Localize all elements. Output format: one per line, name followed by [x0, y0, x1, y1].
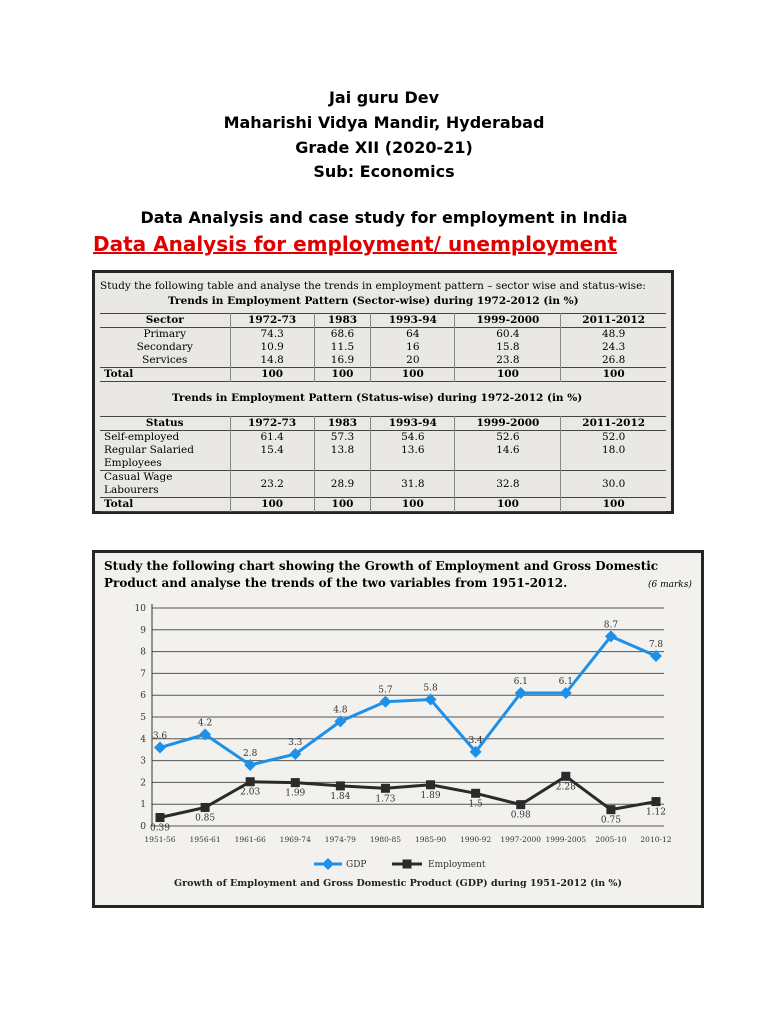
table-row: [100, 457, 666, 471]
y-tick-label: 9: [140, 625, 146, 636]
table-cell: 15.4: [230, 444, 314, 457]
legend-label-employment: Employment: [428, 860, 486, 870]
table-header-cell: 2011-2012: [561, 417, 666, 431]
legend-marker-gdp: [322, 858, 334, 870]
data-label: 3.4: [468, 735, 483, 746]
table-cell: 15.8: [455, 341, 561, 354]
data-label: 5.8: [423, 683, 438, 694]
table-cell: 14.6: [455, 444, 561, 457]
data-label: 2.03: [240, 787, 261, 798]
data-label: 0.39: [149, 823, 171, 834]
table-cell: 100: [455, 498, 561, 512]
table-cell: [314, 457, 370, 471]
table-header-cell: Status: [145, 417, 184, 429]
data-point-employment: [336, 781, 345, 790]
table-cell: 100: [561, 368, 666, 382]
y-tick-label: 7: [140, 669, 146, 680]
table1-caption: Trends in Employment Pattern (Sector-wise) during 1972-2012 (in %): [168, 295, 579, 307]
table-cell: 64: [371, 328, 455, 342]
x-tick-label: 2010-12: [640, 835, 672, 844]
data-label: 2.8: [243, 748, 258, 759]
status-table: [100, 416, 666, 512]
table-cell: 10.9: [230, 341, 314, 354]
section-heading: Data Analysis for employment/ unemployment: [93, 232, 617, 256]
table-cell: 30.0: [561, 471, 666, 498]
table-cell: 13.6: [371, 444, 455, 457]
legend-label-gdp: GDP: [346, 860, 367, 870]
data-point-employment: [201, 803, 210, 812]
data-label: 1.89: [420, 790, 441, 801]
table-cell: 52.0: [561, 431, 666, 445]
table-cell: 57.3: [314, 431, 370, 445]
x-tick-label: 1956-61: [189, 835, 221, 844]
data-label: 0.98: [510, 810, 531, 821]
table-row: [100, 354, 666, 368]
table-header-cell: 2011-2012: [561, 314, 666, 328]
data-label: 1.5: [468, 799, 483, 810]
table-cell: 100: [314, 368, 370, 382]
x-tick-label: 1985-90: [414, 835, 447, 844]
x-tick-label: 1999-2005: [545, 835, 587, 844]
table-cell: Employees: [104, 457, 162, 469]
data-point-employment: [606, 805, 615, 814]
table-header-cell: 1972-73: [230, 314, 314, 328]
x-tick-label: 1990-92: [460, 835, 492, 844]
growth-chart-scan: [92, 550, 704, 908]
employment-tables-scan: [92, 270, 674, 514]
table-cell: Primary: [143, 328, 187, 340]
table-cell: Total: [104, 498, 134, 510]
y-tick-label: 3: [140, 756, 146, 767]
table-row: [100, 328, 666, 342]
grade-line: Grade XII (2020-21): [295, 138, 473, 157]
data-point-employment: [561, 772, 570, 781]
school-name: Maharishi Vidya Mandir, Hyderabad: [223, 113, 545, 132]
table-header-cell: 1983: [314, 314, 370, 328]
table-instructions: Study the following table and analyse the trends in employment pattern – sector wise and status-wise:: [100, 280, 646, 292]
y-tick-label: 5: [140, 713, 146, 723]
table-cell: 23.2: [230, 471, 314, 498]
chart-instructions: Study the following chart showing the Growth of Employment and Gross Domestic Product and analyse the trends of the two variables from 1951-2012.: [104, 559, 659, 590]
data-label: 8.7: [603, 620, 619, 631]
table-cell: 18.0: [561, 444, 666, 457]
table-cell: 16: [371, 341, 455, 354]
table-row: [100, 341, 666, 354]
table-total-row: [100, 368, 666, 382]
table-cell: Casual Wage Labourers: [104, 471, 173, 496]
data-label: 4.8: [333, 705, 348, 716]
data-point-employment: [652, 797, 661, 806]
data-point-gdp: [154, 742, 166, 754]
table-header-cell: 1999-2000: [455, 314, 561, 328]
table-cell: Services: [142, 354, 188, 366]
table-cell: Self-employed: [104, 431, 180, 443]
y-tick-label: 1: [140, 800, 146, 811]
table-header-row: [100, 417, 666, 431]
marks-note: (6 marks): [648, 580, 692, 590]
table-cell: 13.8: [314, 444, 370, 457]
data-point-employment: [381, 784, 390, 793]
table-cell: 24.3: [561, 341, 666, 354]
table-cell: 100: [561, 498, 666, 512]
series-line-gdp: [160, 636, 656, 765]
table-row: [100, 471, 666, 498]
table-cell: 16.9: [314, 354, 370, 368]
data-label: 6.1: [513, 677, 528, 688]
table-cell: 54.6: [371, 431, 455, 445]
y-tick-label: 4: [140, 734, 146, 745]
data-point-employment: [426, 780, 435, 789]
data-label: 6.1: [558, 677, 573, 688]
table-cell: 11.5: [314, 341, 370, 354]
data-label: 1.84: [330, 791, 351, 802]
table-cell: 32.8: [455, 471, 561, 498]
data-label: 1.12: [645, 807, 667, 818]
x-tick-label: 1951-56: [144, 835, 176, 844]
table-header-cell: 1972-73: [230, 417, 314, 431]
y-tick-label: 0: [140, 822, 146, 832]
data-label: 0.85: [195, 813, 216, 824]
table-header-cell: 1993-94: [371, 417, 455, 431]
data-point-employment: [246, 777, 255, 786]
sector-table: [100, 313, 666, 382]
table-header-row: [100, 314, 666, 328]
table-row: [100, 444, 666, 457]
table-cell: 61.4: [230, 431, 314, 445]
table-cell: 23.8: [455, 354, 561, 368]
x-tick-label: 1997-2000: [500, 835, 542, 844]
x-tick-label: 1969-74: [279, 835, 311, 844]
data-label: 5.7: [378, 685, 393, 696]
line-chart: [92, 550, 704, 908]
table-cell: [561, 457, 666, 471]
table-cell: 52.6: [455, 431, 561, 445]
table-header-cell: 1993-94: [371, 314, 455, 328]
table-cell: 20: [371, 354, 455, 368]
table-cell: Regular Salaried: [104, 444, 194, 456]
table-cell: Secondary: [136, 341, 193, 353]
table-header-cell: Sector: [145, 314, 184, 326]
table-cell: [455, 457, 561, 471]
table-cell: 100: [371, 498, 455, 512]
table-cell: [230, 457, 314, 471]
table2-caption: Trends in Employment Pattern (Status-wise) during 1972-2012 (in %): [172, 392, 583, 404]
data-point-employment: [291, 778, 300, 787]
x-tick-label: 1974-79: [324, 835, 356, 844]
x-tick-label: 1961-66: [234, 835, 266, 844]
subject-line: Sub: Economics: [313, 162, 455, 181]
data-label: 3.3: [288, 738, 303, 749]
table-cell: 100: [455, 368, 561, 382]
table-cell: [371, 457, 455, 471]
y-tick-label: 6: [140, 691, 146, 702]
data-label: 7.8: [648, 639, 664, 650]
chart-caption: Growth of Employment and Gross Domestic Product (GDP) during 1951-2012 (in %): [174, 878, 622, 889]
y-tick-label: 8: [140, 647, 146, 658]
data-point-gdp: [379, 696, 391, 708]
table-header-cell: 1983: [314, 417, 370, 431]
table-cell: 14.8: [230, 354, 314, 368]
x-tick-label: 2005-10: [595, 835, 627, 844]
data-label: 1.99: [285, 788, 306, 799]
school-motto: Jai guru Dev: [328, 88, 440, 107]
data-label: 2.28: [555, 782, 576, 793]
table-cell: Total: [104, 368, 134, 380]
data-point-employment: [516, 800, 525, 809]
table-cell: 100: [230, 498, 314, 512]
legend-marker-employment: [403, 860, 412, 869]
table-cell: 100: [230, 368, 314, 382]
table-cell: 60.4: [455, 328, 561, 342]
table-cell: 74.3: [230, 328, 314, 342]
table-cell: 68.6: [314, 328, 370, 342]
data-label: 4.2: [197, 718, 213, 729]
data-label: 3.6: [152, 731, 168, 742]
data-point-employment: [471, 789, 480, 798]
table-cell: 100: [371, 368, 455, 382]
table-cell: 48.9: [561, 328, 666, 342]
document-subtitle: Data Analysis and case study for employment in India: [140, 208, 628, 227]
table-cell: 28.9: [314, 471, 370, 498]
data-label: 0.75: [600, 815, 621, 826]
y-tick-label: 10: [134, 604, 146, 614]
table-total-row: [100, 498, 666, 512]
table-row: [100, 431, 666, 445]
data-point-employment: [156, 813, 165, 822]
table-cell: 31.8: [371, 471, 455, 498]
y-tick-label: 2: [140, 778, 146, 789]
x-tick-label: 1980-85: [369, 835, 402, 844]
table-cell: 100: [314, 498, 370, 512]
table-cell: 26.8: [561, 354, 666, 368]
data-label: 1.73: [375, 794, 396, 805]
table-header-cell: 1999-2000: [455, 417, 561, 431]
